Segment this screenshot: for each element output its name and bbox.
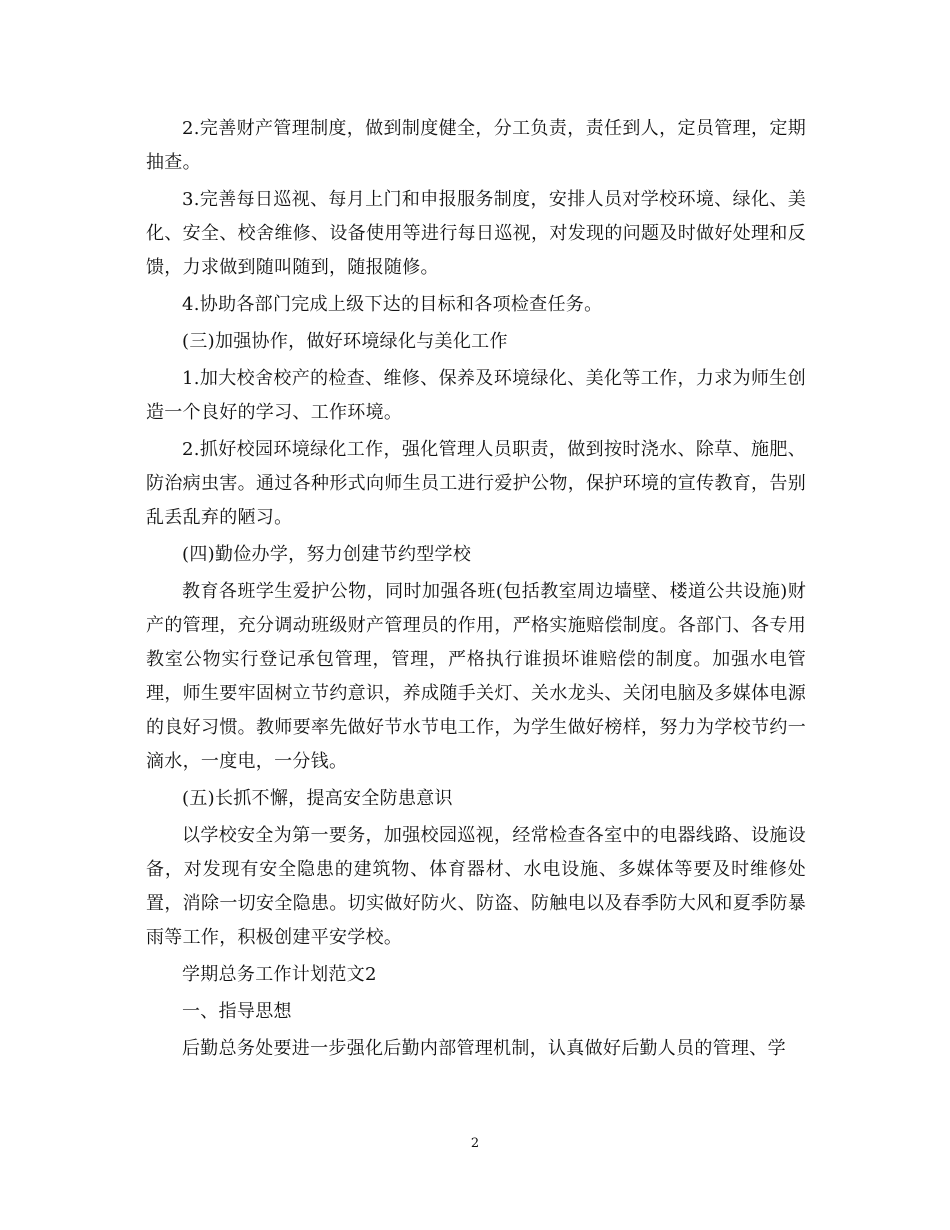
paragraph: 教育各班学生爱护公物，同时加强各班(包括教室周边墙壁、楼道公共设施)财产的管理，充分调动班级财产管理员的作用，严格实施赔偿制度。各部门、各专用教室公物实行登记承包管理，管理，严格执行谁损坏谁赔偿的制度。加强水电管理，师生要牢固树立节约意识，养成随手关灯、关水龙头、关闭电脑及多媒体电源的良好习惯。教师要率先做好节水节电工作，为学生做好榜样，努力为学校节约一滴水，一度电，一分钱。: [146, 581, 806, 772]
section-heading: 一、指导思想: [182, 1001, 292, 1022]
paragraph: 以学校安全为第一要务，加强校园巡视，经常检查各室中的电器线路、设施设备，对发现有安全隐患的建筑物、体育器材、水电设施、多媒体等要及时维修处置，消除一切安全隐患。切实做好防火、防盗、防触电以及春季防大风和夏季防暴雨等工作，积极创建平安学校。: [146, 825, 806, 948]
paragraph: 2.抓好校园环境绿化工作，强化管理人员职责，做到按时浇水、除草、施肥、防治病虫害。通过各种形式向师生员工进行爱护公物，保护环境的宣传教育，告别乱丢乱弃的陋习。: [146, 439, 806, 528]
paragraph: 1.加大校舍校产的检查、维修、保养及环境绿化、美化等工作，力求为师生创造一个良好的学习、工作环境。: [146, 368, 806, 423]
document-body: [146, 112, 806, 1069]
paragraph: 4.协助各部门完成上级下达的目标和各项检查任务。: [182, 294, 603, 315]
section-heading: (三)加强协作，做好环境绿化与美化工作: [182, 331, 508, 352]
paragraph: 2.完善财产管理制度，做到制度健全，分工负责，责任到人，定员管理，定期抽查。: [146, 118, 806, 173]
section-heading: (四)勤俭办学，努力创建节约型学校: [182, 544, 472, 565]
paragraph: 3.完善每日巡视、每月上门和申报服务制度，安排人员对学校环境、绿化、美化、安全、校舍维修、设备使用等进行每日巡视，对发现的问题及时做好处理和反馈，力求做到随叫随到，随报随修。: [146, 189, 806, 278]
section-heading: (五)长抓不懈，提高安全防患意识: [182, 788, 453, 809]
page-number: 2: [470, 1136, 480, 1151]
paragraph: 后勤总务处要进一步强化后勤内部管理机制，认真做好后勤人员的管理、学: [182, 1038, 786, 1059]
document-subtitle: 学期总务工作计划范文2: [182, 964, 377, 985]
